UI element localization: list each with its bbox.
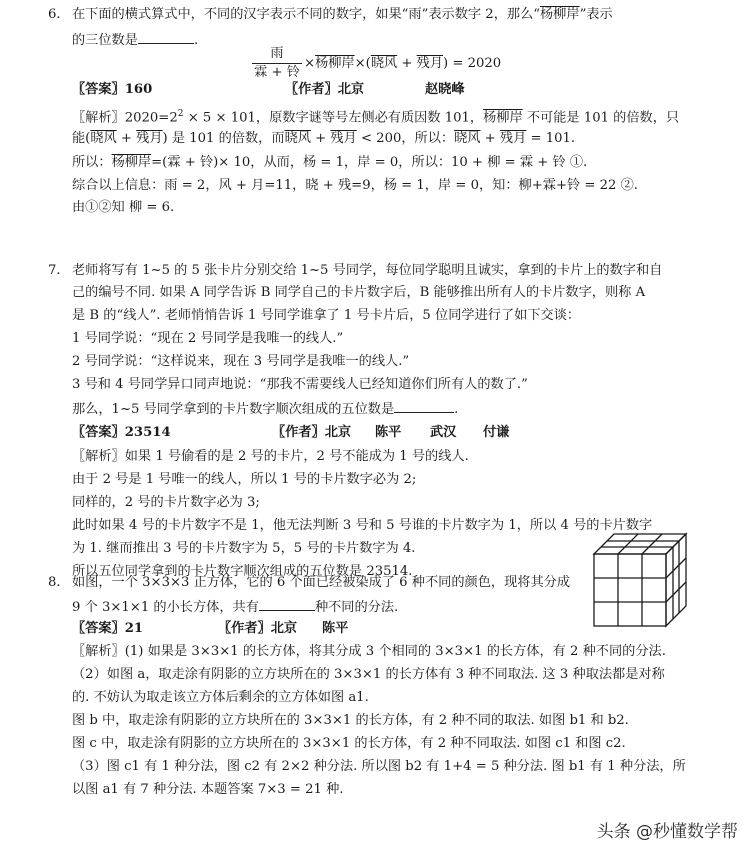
problem-7-quote-1: 1 号同学说：“现在 2 号同学是我唯一的线人.” (72, 331, 344, 346)
equation-fraction (252, 46, 302, 81)
problem-8-solution-line3: 的. 不妨认为取走该立方体后剩余的立方体如图 a1. (72, 690, 369, 705)
cube-3x3x3-figure (590, 530, 690, 630)
problem-7-solution-line1: 〖解析〗如果 1 号偷看的是 2 号的卡片，2 号不能成为 1 号的线人. (72, 449, 469, 464)
problem-6-answer: 〖答案〗160 (72, 82, 153, 97)
problem-7-author-name-1: 陈平 (375, 425, 402, 440)
problem-8-solution-line5: 图 c 中，取走涂有阴影的立方块所在的 3×3×1 的长方体，有 2 种不同取法. 如图 c1 和图 c2. (72, 736, 626, 751)
problem-8-author-name: 陈平 (322, 621, 349, 636)
problem-7-quote-2: 2 号同学说：“这样说来，现在 3 号同学是我唯一的线人.” (72, 354, 410, 369)
problem-7-answer: 〖答案〗23514 (72, 425, 171, 440)
problem-7-author-city-2: 武汉 (430, 425, 457, 440)
answer-blank (394, 399, 454, 413)
problem-8-statement-line1: 如图，一个 3×3×3 正方体，它的 6 个面已经被染成了 6 种不同的颜色，现将其分成 (72, 575, 571, 590)
problem-8-solution-line7: 以图 a1 有 7 种分法. 本题答案 7×3 = 21 种. (72, 782, 344, 797)
problem-6-solution-line1: 〖解析〗$2020=2^2 \times 5 \times 101$，原数字谜等号左侧必有质因数 101，杨柳岸 不可能是 101 的倍数，只 (72, 109, 680, 126)
problem-7-solution-line6: 所以五位同学拿到的卡片数字顺次组成的五位数是 23514. (72, 564, 413, 579)
problem-6-solution-line5: 由①②知 柳 = 6. (72, 200, 175, 215)
problem-7-statement-line1: 老师将写有 1~5 的 5 张卡片分别交给 1~5 号同学，每位同学聪明且诚实，拿到的卡片上的数字和自 (72, 263, 663, 278)
problem-7-author: 〖作者〗北京 (272, 425, 352, 440)
problem-8-answer: 〖答案〗21 (72, 621, 144, 636)
problem-6-solution-line4: 综合以上信息：雨 = 2，风 + 月=11，晓 + 残=9，杨 = 1，岸 = 0，知：柳+霖+铃 = 22 ②. (72, 178, 638, 193)
problem-7-solution-line4: 此时如果 4 号的卡片数字不是 1，他无法判断 3 号和 5 号谁的卡片数字为 1，所以 4 号的卡片数字 (72, 518, 653, 533)
equation-main: ×杨柳岸×(晓风 + 残月) = 2020 (304, 56, 502, 71)
problem-6-statement-line1: 在下面的横式算式中，不同的汉字表示不同的数字，如果“雨”表示数字 2，那么“杨柳岸”表示 (72, 7, 613, 22)
problem-8-solution-line4: 图 b 中，取走涂有阴影的立方块所在的 3×3×1 的长方体，有 2 种不同的取法. 如图 b1 和 b2. (72, 713, 629, 728)
answer-blank (259, 597, 315, 611)
problem-7-number: 7. (48, 263, 61, 278)
problem-7-question: 那么，1~5 号同学拿到的卡片数字顺次组成的五位数是 . (72, 399, 458, 419)
problem-8-solution-line2: （2）如图 a，取走涂有阴影的立方块所在的 3×3×1 的长方体有 3 种不同取法. 这 3 种取法都是对称 (72, 667, 665, 682)
answer-blank (138, 30, 194, 44)
problem-7-author-name-2: 付谦 (483, 425, 510, 440)
problem-7-solution-line3: 同样的，2 号的卡片数字必为 3; (72, 495, 260, 510)
problem-6-solution-line2: 能(晓风 + 残月) 是 101 的倍数，而晓风 + 残月 < 200，所以：晓风 + 残月 = 101. (72, 131, 576, 146)
problem-8-solution-line6: （3）图 c1 有 1 种分法，图 c2 有 2×2 种分法. 所以图 b2 有 1+4 = 5 种分法. 图 b1 有 1 种分法，所 (72, 759, 686, 774)
problem-6-author: 〖作者〗北京 (285, 82, 365, 97)
problem-8-author: 〖作者〗北京 (218, 621, 298, 636)
fraction-denominator: 霖 + 铃 (254, 65, 300, 80)
problem-8-number: 8. (48, 575, 61, 590)
problem-7-solution-line5: 为 1. 继而推出 3 号的卡片数字为 5，5 号的卡片数字为 4. (72, 541, 416, 556)
problem-8-statement-line2: 9 个 3×1×1 的小长方体，共有 种不同的分法. (72, 597, 398, 617)
problem-7-statement-line2: 己的编号不同. 如果 A 同学告诉 B 同学自己的卡片数字后，B 能够推出所有人的卡片数字，则称 A (72, 285, 646, 300)
problem-7-statement-line3: 是 B 的“线人”. 老师悄悄告诉 1 号同学谁拿了 1 号卡片后，5 位同学进行了如下交谈： (72, 308, 581, 323)
problem-7-quote-3: 3 号和 4 号同学异口同声地说：“那我不需要线人已经知道你们所有人的数了.” (72, 377, 528, 392)
problem-8-solution-line1: 〖解析〗(1) 如果是 3×3×1 的长方体，将其分成 3 个相同的 3×3×1 的长方体，有 2 种不同的分法. (72, 644, 666, 659)
problem-6-author-name: 赵晓峰 (425, 82, 465, 97)
problem-6-solution-line3: 所以：杨柳岸=(霖 + 铃)× 10，从而，杨 = 1，岸 = 0，所以：10 + 柳 = 霖 + 铃 ①. (72, 155, 588, 170)
watermark: 头条 @秒懂数学帮 (596, 822, 738, 842)
fraction-numerator: 雨 (270, 46, 284, 61)
problem-7-solution-line2: 由于 2 号是 1 号唯一的线人，所以 1 号的卡片数字必为 2; (72, 472, 417, 487)
problem-6-statement-line2: 的三位数是 . (72, 30, 198, 50)
problem-6-number: 6. (48, 7, 61, 22)
